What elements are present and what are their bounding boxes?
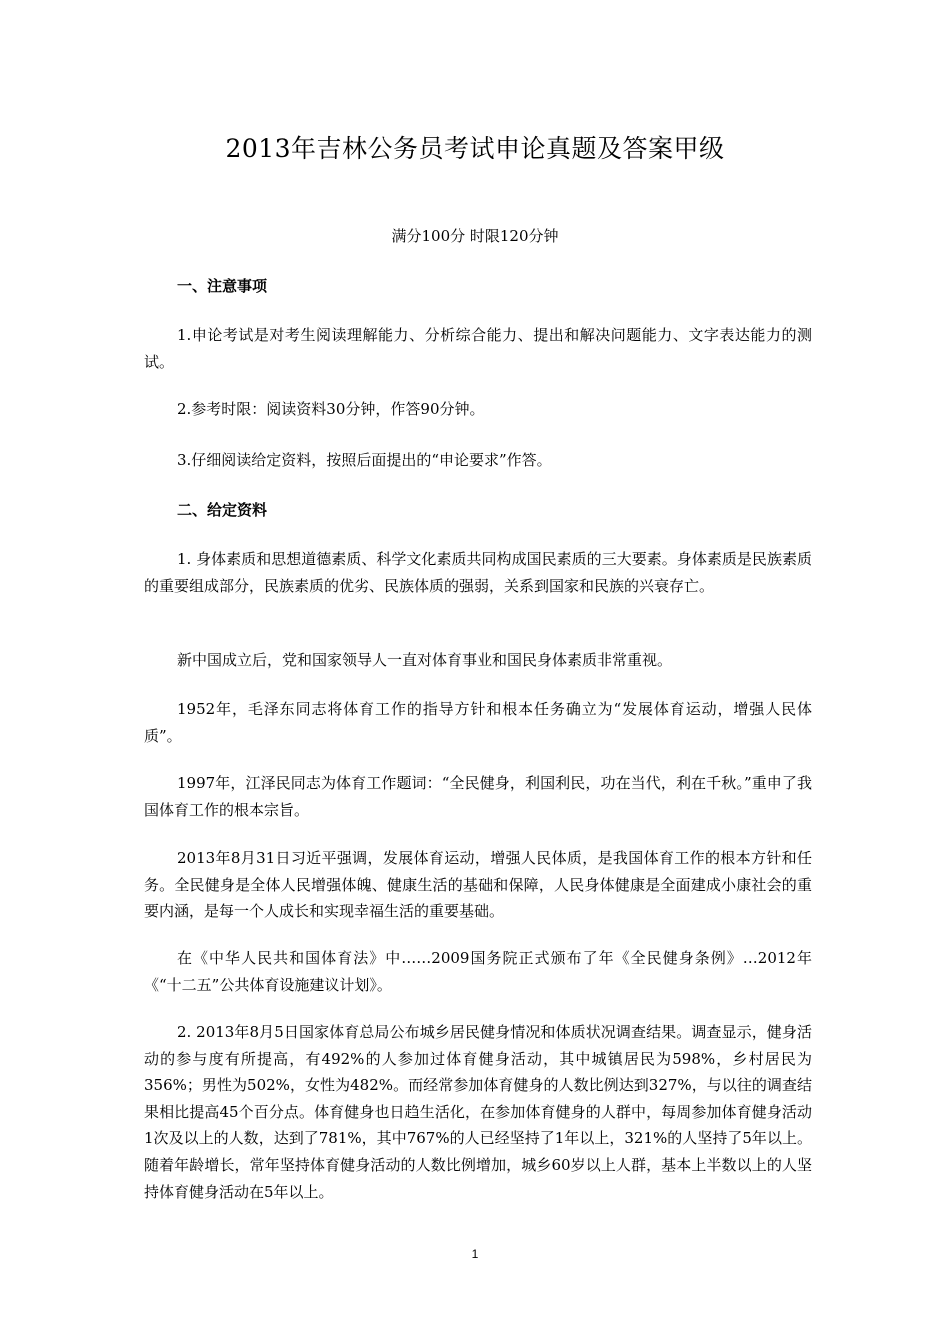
material-paragraph: 在《中华人民共和国体育法》中……2009国务院正式颁布了年《全民健身条例》…2012年《“十二五”公共体育设施建议计划》。: [144, 949, 812, 994]
section-heading-materials: 二、给定资料: [177, 501, 268, 519]
material-paragraph: 2. 2013年8月5日国家体育总局公布城乡居民健身情况和体质状况调查结果。调查显示，健身活动的参与度有所提高，有492%的人参加过体育健身活动，其中城镇居民为598%，乡村居民为356%；男性为502%，女性为482%。而经常参加体育健身的人数比例达到327%，与以往的调查结果相比提高45个百分点。体育健身也日趋生活化，在参加体育健身的人群中，每周参加体育健身活动1次及以上的人数，达到了781%，其中767%的人已经坚持了1年以上，321%的人坚持了5年以上。随着年龄增长，常年坚持体育健身活动的人数比例增加，城乡60岁以上人群，基本上半数以上的人坚持体育健身活动在5年以上。: [144, 1023, 812, 1201]
material-paragraph: 2013年8月31日习近平强调，发展体育运动，增强人民体质，是我国体育工作的根本方针和任务。全民健身是全体人民增强体魄、健康生活的基础和保障，人民身体健康是全面建成小康社会的重要内涵，是每一个人成长和实现幸福生活的重要基础。: [144, 849, 812, 921]
material-paragraph: 新中国成立后，党和国家领导人一直对体育事业和国民身体素质非常重视。: [177, 651, 673, 669]
material-paragraph: 1952年，毛泽东同志将体育工作的指导方针和根本任务确立为“发展体育运动，增强人民体质”。: [144, 700, 812, 745]
note-item-3: 3.仔细阅读给定资料，按照后面提出的“申论要求”作答。: [177, 451, 552, 469]
material-paragraph: 1997年，江泽民同志为体育工作题词：“全民健身，利国利民，功在当代，利在千秋。”重申了我国体育工作的根本宗旨。: [144, 774, 812, 819]
document-title: 2013年吉林公务员考试申论真题及答案甲级: [225, 134, 725, 163]
exam-info: 满分100分 时限120分钟: [391, 227, 559, 245]
note-item-2: 2.参考时限：阅读资料30分钟，作答90分钟。: [177, 400, 485, 418]
material-paragraph: 1. 身体素质和思想道德素质、科学文化素质共同构成国民素质的三大要素。身体素质是民族素质的重要组成部分，民族素质的优劣、民族体质的强弱，关系到国家和民族的兴衰存亡。: [144, 550, 812, 595]
page-number: 1: [471, 1247, 479, 1261]
note-item-1: 1.申论考试是对考生阅读理解能力、分析综合能力、提出和解决问题能力、文字表达能力的测试。: [144, 326, 812, 371]
section-heading-notes: 一、注意事项: [177, 277, 268, 295]
